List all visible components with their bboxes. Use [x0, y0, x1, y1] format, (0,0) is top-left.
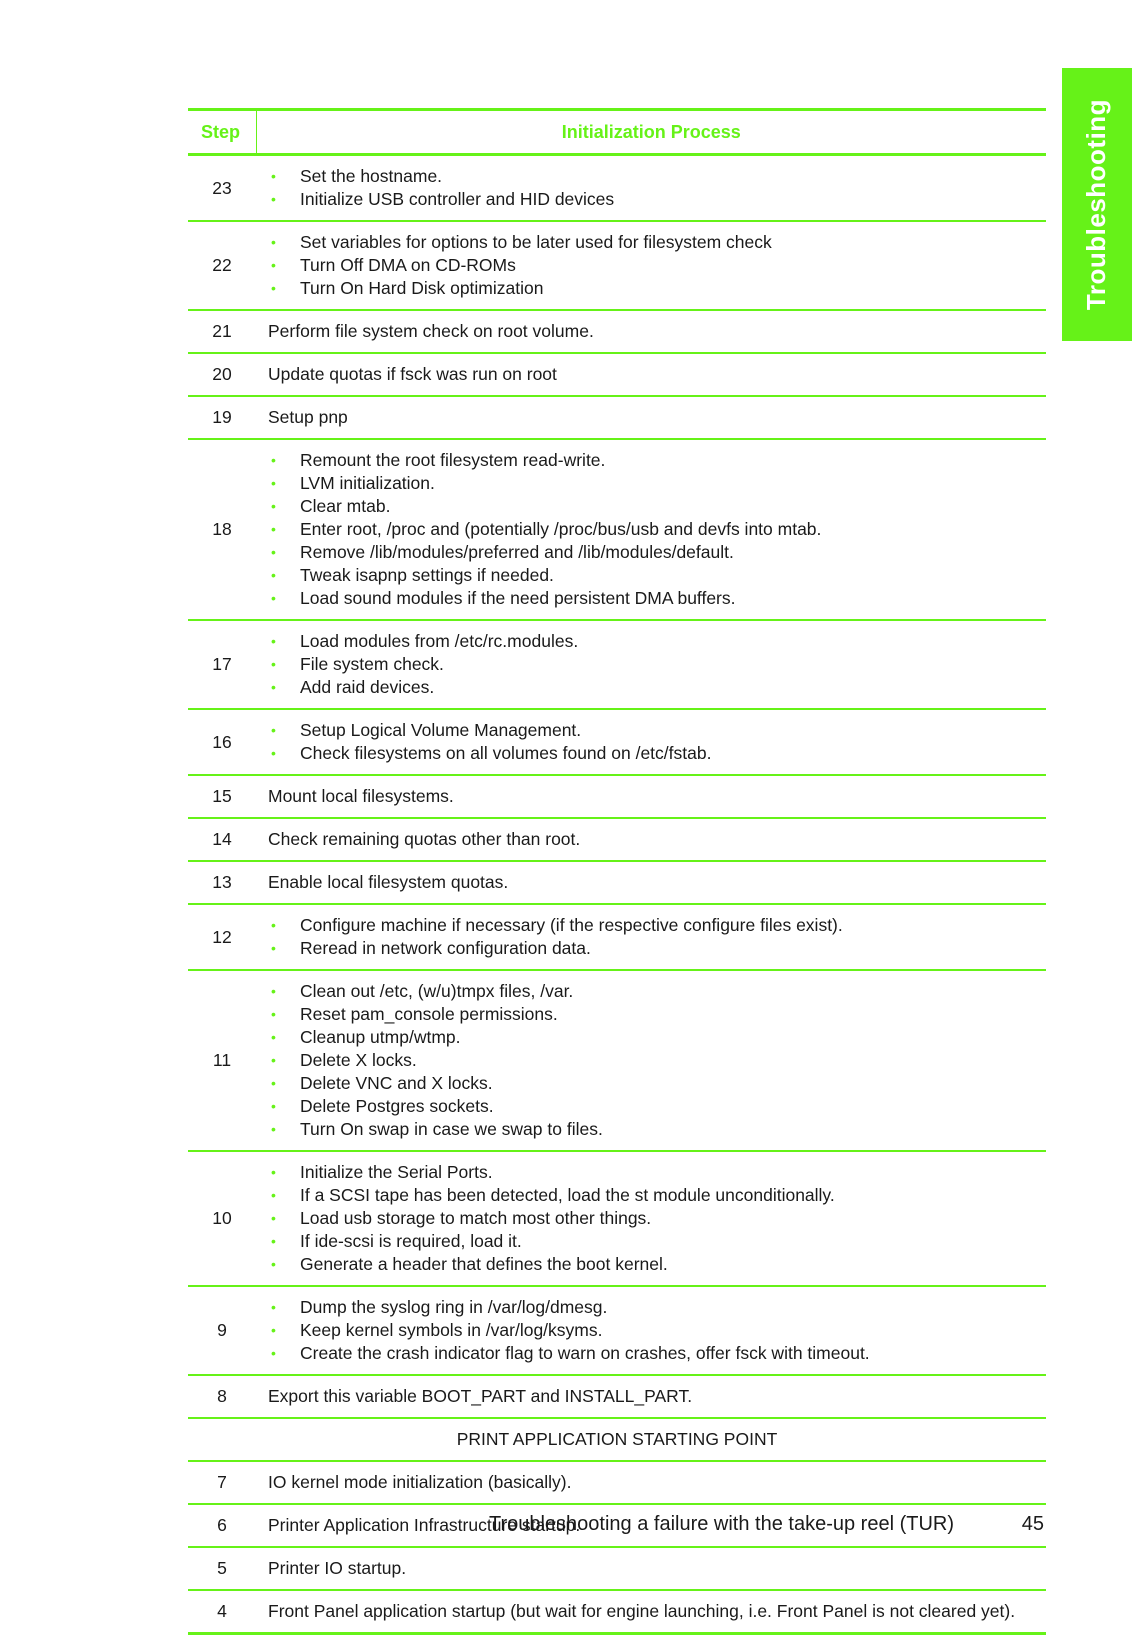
step-task-item: [268, 1072, 1046, 1095]
bullet-icon: •: [271, 1322, 276, 1338]
table-row: [188, 1461, 1046, 1504]
table-row: [188, 353, 1046, 396]
task-text: Clean out /etc, (w/u)tmpx files, /var.: [300, 981, 574, 1001]
task-text: Create the crash indicator flag to warn on crashes, offer fsck with timeout.: [300, 1343, 870, 1363]
table-row: [188, 396, 1046, 439]
task-text: Turn Off DMA on CD-ROMs: [300, 255, 516, 275]
table-row: [188, 1375, 1046, 1418]
section-tab-label: Troubleshooting: [1081, 98, 1112, 311]
bullet-icon: •: [271, 1121, 276, 1137]
task-text: Load usb storage to match most other things.: [300, 1208, 652, 1228]
step-description: IO kernel mode initialization (basically).: [256, 1461, 1046, 1504]
step-task-item: [268, 1342, 1046, 1365]
step-task-list: [268, 449, 1046, 610]
task-text: Cleanup utmp/wtmp.: [300, 1027, 461, 1047]
step-task-list: [268, 980, 1046, 1141]
step-task-item: [268, 1095, 1046, 1118]
process-column-header: Initialization Process: [256, 110, 1046, 155]
step-task-item: [268, 980, 1046, 1003]
table-body: [188, 155, 1046, 1634]
task-text: Reset pam_console permissions.: [300, 1004, 558, 1024]
step-number: 20: [188, 353, 256, 396]
bullet-icon: •: [271, 1187, 276, 1203]
bullet-icon: •: [271, 1098, 276, 1114]
bullet-icon: •: [271, 498, 276, 514]
step-task-item: [268, 1049, 1046, 1072]
step-task-list: [268, 165, 1046, 211]
step-task-item: [268, 1161, 1046, 1184]
task-text: Turn On swap in case we swap to files.: [300, 1119, 603, 1139]
step-description: [256, 709, 1046, 775]
bullet-icon: •: [271, 544, 276, 560]
table-header-row: [188, 110, 1046, 155]
step-task-list: [268, 1161, 1046, 1276]
step-task-item: [268, 541, 1046, 564]
bullet-icon: •: [271, 1075, 276, 1091]
step-task-item: [268, 653, 1046, 676]
table-row: [188, 861, 1046, 904]
task-text: Enter root, /proc and (potentially /proc/bus/usb and devfs into mtab.: [300, 519, 822, 539]
page-footer: [0, 1513, 1132, 1541]
step-number: 10: [188, 1151, 256, 1286]
task-text: Initialize USB controller and HID devices: [300, 189, 615, 209]
step-description: Export this variable BOOT_PART and INSTALL_PART.: [256, 1375, 1046, 1418]
step-description: Mount local filesystems.: [256, 775, 1046, 818]
step-task-item: [268, 1253, 1046, 1276]
step-task-list: [268, 231, 1046, 300]
bullet-icon: •: [271, 257, 276, 273]
table-row: [188, 221, 1046, 310]
task-text: Set the hostname.: [300, 166, 443, 186]
table-row: [188, 775, 1046, 818]
task-text: Turn On Hard Disk optimization: [300, 278, 544, 298]
bullet-icon: •: [271, 940, 276, 956]
step-description: [256, 221, 1046, 310]
initialization-steps-table: [188, 108, 1046, 1635]
table-row: [188, 818, 1046, 861]
bullet-icon: •: [271, 1210, 276, 1226]
table-row: [188, 709, 1046, 775]
step-task-item: [268, 914, 1046, 937]
bullet-icon: •: [271, 590, 276, 606]
bullet-icon: •: [271, 1052, 276, 1068]
bullet-icon: •: [271, 917, 276, 933]
step-number: 13: [188, 861, 256, 904]
step-task-item: [268, 231, 1046, 254]
step-task-item: [268, 1118, 1046, 1141]
step-column-header: Step: [188, 110, 256, 155]
task-text: Tweak isapnp settings if needed.: [300, 565, 554, 585]
step-number: 18: [188, 439, 256, 620]
step-number: 23: [188, 155, 256, 222]
task-text: Load sound modules if the need persistent DMA buffers.: [300, 588, 736, 608]
step-task-item: [268, 937, 1046, 960]
step-description: Printer IO startup.: [256, 1547, 1046, 1590]
table-row: [188, 970, 1046, 1151]
task-text: LVM initialization.: [300, 473, 435, 493]
table-row: [188, 155, 1046, 222]
step-description: Update quotas if fsck was run on root: [256, 353, 1046, 396]
step-task-item: [268, 1026, 1046, 1049]
step-task-item: [268, 495, 1046, 518]
step-task-item: [268, 742, 1046, 765]
step-task-item: [268, 630, 1046, 653]
bullet-icon: •: [271, 1164, 276, 1180]
step-task-list: [268, 1296, 1046, 1365]
bullet-icon: •: [271, 745, 276, 761]
bullet-icon: •: [271, 983, 276, 999]
bullet-icon: •: [271, 191, 276, 207]
step-number: 5: [188, 1547, 256, 1590]
table-row: [188, 310, 1046, 353]
step-description: [256, 970, 1046, 1151]
task-text: Keep kernel symbols in /var/log/ksyms.: [300, 1320, 603, 1340]
step-task-list: [268, 914, 1046, 960]
step-task-item: [268, 587, 1046, 610]
step-task-item: [268, 188, 1046, 211]
table-row: [188, 1547, 1046, 1590]
step-number: 17: [188, 620, 256, 709]
bullet-icon: •: [271, 656, 276, 672]
step-description: Perform file system check on root volume.: [256, 310, 1046, 353]
step-task-item: [268, 676, 1046, 699]
task-text: Dump the syslog ring in /var/log/dmesg.: [300, 1297, 608, 1317]
step-task-item: [268, 449, 1046, 472]
task-text: Remove /lib/modules/preferred and /lib/modules/default.: [300, 542, 734, 562]
step-number: 7: [188, 1461, 256, 1504]
bullet-icon: •: [271, 1006, 276, 1022]
step-description: [256, 439, 1046, 620]
bullet-icon: •: [271, 567, 276, 583]
step-task-item: [268, 1319, 1046, 1342]
step-task-item: [268, 564, 1046, 587]
task-text: Set variables for options to be later used for filesystem check: [300, 232, 772, 252]
step-task-item: [268, 277, 1046, 300]
step-number: 22: [188, 221, 256, 310]
bullet-icon: •: [271, 475, 276, 491]
page-number: 45: [1021, 1513, 1044, 1535]
task-text: Delete X locks.: [300, 1050, 417, 1070]
step-task-item: [268, 518, 1046, 541]
step-task-item: [268, 254, 1046, 277]
task-text: Remount the root filesystem read-write.: [300, 450, 606, 470]
bullet-icon: •: [271, 722, 276, 738]
bullet-icon: •: [271, 234, 276, 250]
footer-title: Troubleshooting a failure with the take-up reel (TUR): [488, 1513, 954, 1535]
task-text: File system check.: [300, 654, 444, 674]
step-number: 16: [188, 709, 256, 775]
table-row: [188, 1286, 1046, 1375]
step-description: Check remaining quotas other than root.: [256, 818, 1046, 861]
bullet-icon: •: [271, 633, 276, 649]
section-divider-label: PRINT APPLICATION STARTING POINT: [188, 1418, 1046, 1461]
step-number: 4: [188, 1590, 256, 1634]
bullet-icon: •: [271, 1256, 276, 1272]
step-number: 8: [188, 1375, 256, 1418]
table-row: [188, 439, 1046, 620]
step-description: [256, 1151, 1046, 1286]
bullet-icon: •: [271, 679, 276, 695]
step-task-item: [268, 1296, 1046, 1319]
task-text: Delete Postgres sockets.: [300, 1096, 494, 1116]
step-number: 6: [188, 1504, 256, 1547]
bullet-icon: •: [271, 1029, 276, 1045]
step-description: [256, 620, 1046, 709]
bullet-icon: •: [271, 168, 276, 184]
table-row: [188, 1151, 1046, 1286]
step-number: 12: [188, 904, 256, 970]
step-task-item: [268, 1184, 1046, 1207]
bullet-icon: •: [271, 1345, 276, 1361]
bullet-icon: •: [271, 280, 276, 296]
table-row: [188, 1590, 1046, 1634]
step-number: 15: [188, 775, 256, 818]
bullet-icon: •: [271, 521, 276, 537]
task-text: Configure machine if necessary (if the respective configure files exist).: [300, 915, 843, 935]
step-description: Enable local filesystem quotas.: [256, 861, 1046, 904]
step-number: 11: [188, 970, 256, 1151]
step-description: [256, 1286, 1046, 1375]
step-number: 21: [188, 310, 256, 353]
task-text: Check filesystems on all volumes found on /etc/fstab.: [300, 743, 712, 763]
step-description: Setup pnp: [256, 396, 1046, 439]
task-text: Clear mtab.: [300, 496, 391, 516]
step-number: 19: [188, 396, 256, 439]
step-task-item: [268, 472, 1046, 495]
step-number: 9: [188, 1286, 256, 1375]
task-text: Generate a header that defines the boot kernel.: [300, 1254, 668, 1274]
task-text: Initialize the Serial Ports.: [300, 1162, 493, 1182]
step-task-item: [268, 719, 1046, 742]
task-text: If a SCSI tape has been detected, load the st module unconditionally.: [300, 1185, 835, 1205]
task-text: Setup Logical Volume Management.: [300, 720, 582, 740]
step-description: Front Panel application startup (but wait for engine launching, i.e. Front Panel is not cleared yet).: [256, 1590, 1046, 1634]
task-text: Add raid devices.: [300, 677, 435, 697]
task-text: If ide-scsi is required, load it.: [300, 1231, 522, 1251]
task-text: Reread in network configuration data.: [300, 938, 591, 958]
bullet-icon: •: [271, 452, 276, 468]
step-description: [256, 904, 1046, 970]
bullet-icon: •: [271, 1299, 276, 1315]
step-task-item: [268, 1207, 1046, 1230]
step-task-item: [268, 1003, 1046, 1026]
step-number: 14: [188, 818, 256, 861]
table-row: [188, 620, 1046, 709]
table-row: [188, 1418, 1046, 1461]
table-row: [188, 904, 1046, 970]
step-description: [256, 155, 1046, 222]
step-task-list: [268, 719, 1046, 765]
step-task-item: [268, 1230, 1046, 1253]
task-text: Delete VNC and X locks.: [300, 1073, 493, 1093]
bullet-icon: •: [271, 1233, 276, 1249]
section-tab: [1062, 68, 1132, 341]
step-task-item: [268, 165, 1046, 188]
step-task-list: [268, 630, 1046, 699]
task-text: Load modules from /etc/rc.modules.: [300, 631, 579, 651]
step-description: Printer Application Infrastructure startup.: [256, 1504, 1046, 1547]
